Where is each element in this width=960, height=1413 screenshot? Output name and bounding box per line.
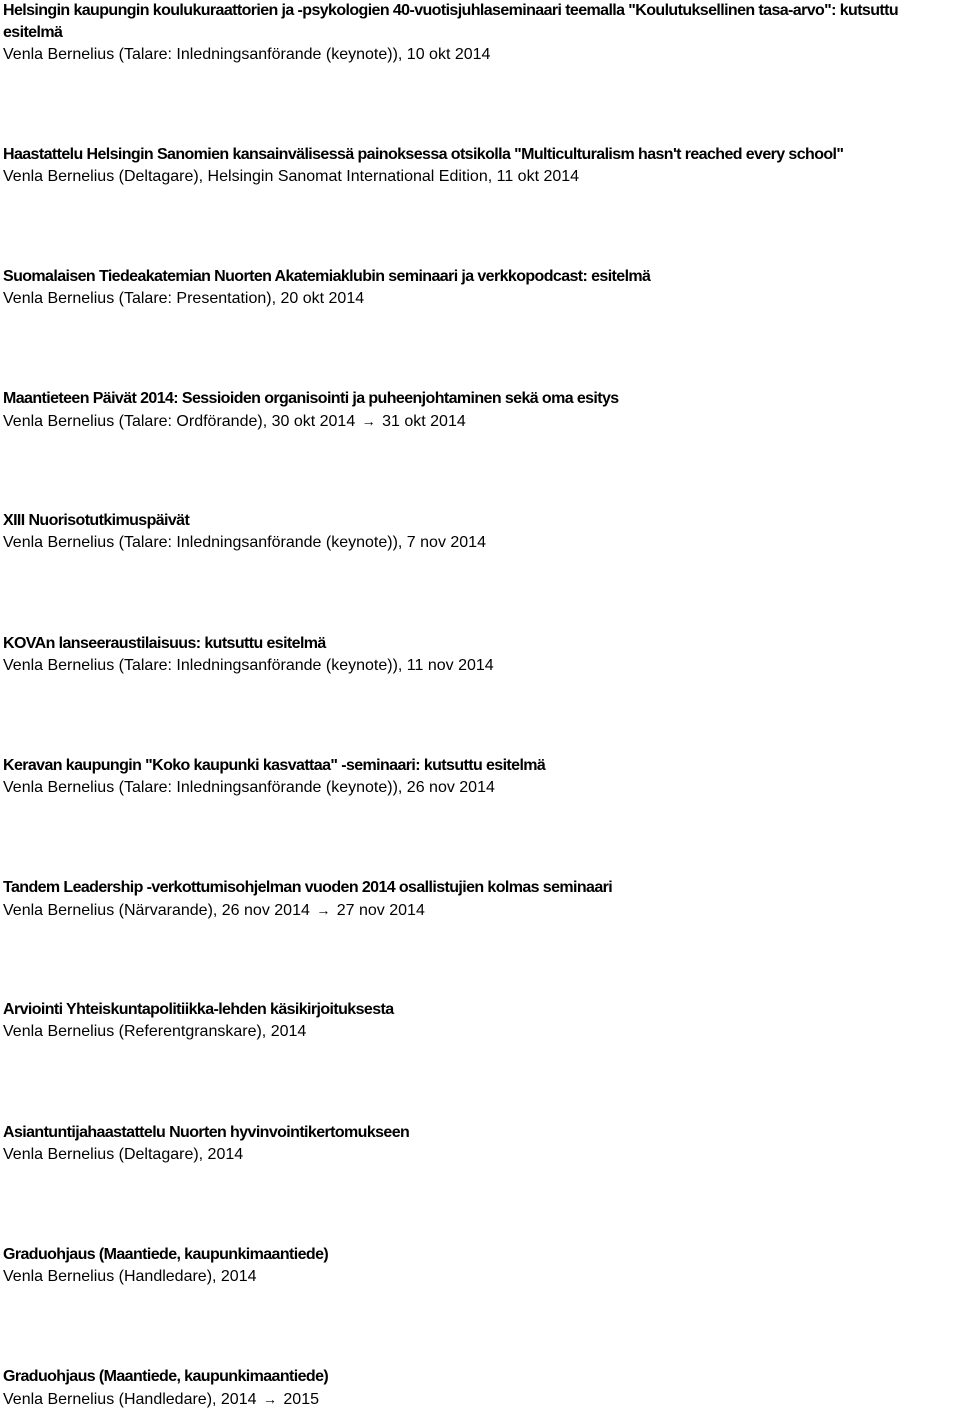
entry-title: Tandem Leadership -verkottumisohjelman vuoden 2014 osallistujien kolmas seminaari xyxy=(3,879,613,896)
entry-title: Haastattelu Helsingin Sanomien kansainvälisessä painoksessa otsikolla "Multiculturalism hasn't reached every school" xyxy=(3,146,844,163)
entry-title: Graduohjaus (Maantiede, kaupunkimaantiede) xyxy=(3,1368,329,1385)
entry-meta-text: Venla Bernelius (Talare: Ordförande), 30 okt 2014 xyxy=(3,413,356,430)
entry-title: Asiantuntijahaastattelu Nuorten hyvinvointikertomukseen xyxy=(3,1124,410,1141)
entry-title: XIII Nuorisotutkimuspäivät xyxy=(3,512,190,529)
list-item xyxy=(3,266,957,310)
entry-end-date: 27 nov 2014 xyxy=(336,902,425,919)
entry-title: Arviointi Yhteiskuntapolitiikka-lehden käsikirjoituksesta xyxy=(3,1001,394,1018)
entry-meta-text: Venla Bernelius (Deltagare), 2014 xyxy=(3,1146,244,1163)
entry-meta xyxy=(3,1388,957,1411)
entry-meta-text: Venla Bernelius (Talare: Inledningsanförande (keynote)), 11 nov 2014 xyxy=(3,657,494,674)
arrow-right-icon: → xyxy=(361,413,376,429)
entry-meta-text: Venla Bernelius (Talare: Inledningsanförande (keynote)), 7 nov 2014 xyxy=(3,534,486,551)
entry-meta xyxy=(3,410,957,433)
list-item xyxy=(3,0,957,66)
entry-meta-text: Venla Bernelius (Närvarande), 26 nov 2014 xyxy=(3,902,310,919)
entry-meta-text: Venla Bernelius (Handledare), 2014 xyxy=(3,1391,257,1408)
entry-end-date: 2015 xyxy=(283,1391,319,1408)
entry-meta-text: Venla Bernelius (Talare: Inledningsanförande (keynote)), 10 okt 2014 xyxy=(3,46,491,63)
list-item xyxy=(3,510,957,554)
entry-meta-text: Venla Bernelius (Handledare), 2014 xyxy=(3,1268,257,1285)
arrow-right-icon: → xyxy=(316,902,331,918)
entry-title: KOVAn lanseeraustilaisuus: kutsuttu esitelmä xyxy=(3,635,326,652)
entry-meta xyxy=(3,777,957,799)
entry-title: Suomalaisen Tiedeakatemian Nuorten Akatemiaklubin seminaari ja verkkopodcast: esitelmä xyxy=(3,268,651,285)
entry-meta xyxy=(3,166,957,188)
entry-meta xyxy=(3,1144,957,1166)
list-item xyxy=(3,144,957,188)
list-item xyxy=(3,388,957,433)
list-item xyxy=(3,1244,957,1288)
list-item xyxy=(3,1122,957,1166)
entry-title: Keravan kaupungin "Koko kaupunki kasvattaa" -seminaari: kutsuttu esitelmä xyxy=(3,757,546,774)
list-item xyxy=(3,755,957,799)
entry-meta xyxy=(3,1021,957,1043)
entry-meta xyxy=(3,288,957,310)
entry-meta-text: Venla Bernelius (Deltagare), Helsingin Sanomat International Edition, 11 okt 2014 xyxy=(3,168,580,185)
entry-title: Graduohjaus (Maantiede, kaupunkimaantiede) xyxy=(3,1246,329,1263)
arrow-right-icon: → xyxy=(262,1391,277,1407)
entry-title: Maantieteen Päivät 2014: Sessioiden organisointi ja puheenjohtaminen sekä oma esitys xyxy=(3,390,619,407)
entry-meta-text: Venla Bernelius (Talare: Presentation), 20 okt 2014 xyxy=(3,290,365,307)
entry-meta-text: Venla Bernelius (Referentgranskare), 2014 xyxy=(3,1023,307,1040)
entry-meta xyxy=(3,532,957,554)
entry-meta xyxy=(3,655,957,677)
list-item xyxy=(3,633,957,677)
list-item xyxy=(3,999,957,1043)
entry-meta-text: Venla Bernelius (Talare: Inledningsanförande (keynote)), 26 nov 2014 xyxy=(3,779,495,796)
entry-title: Helsingin kaupungin koulukuraattorien ja -psykologien 40-vuotisjuhlaseminaari teemalla "Koulutuksellinen tasa-arvo": kutsuttu esitelmä xyxy=(3,2,899,41)
entry-meta xyxy=(3,1266,957,1288)
entry-meta xyxy=(3,899,957,922)
list-item xyxy=(3,877,957,922)
list-item xyxy=(3,1366,957,1411)
entry-end-date: 31 okt 2014 xyxy=(382,413,466,430)
entry-meta xyxy=(3,44,957,66)
